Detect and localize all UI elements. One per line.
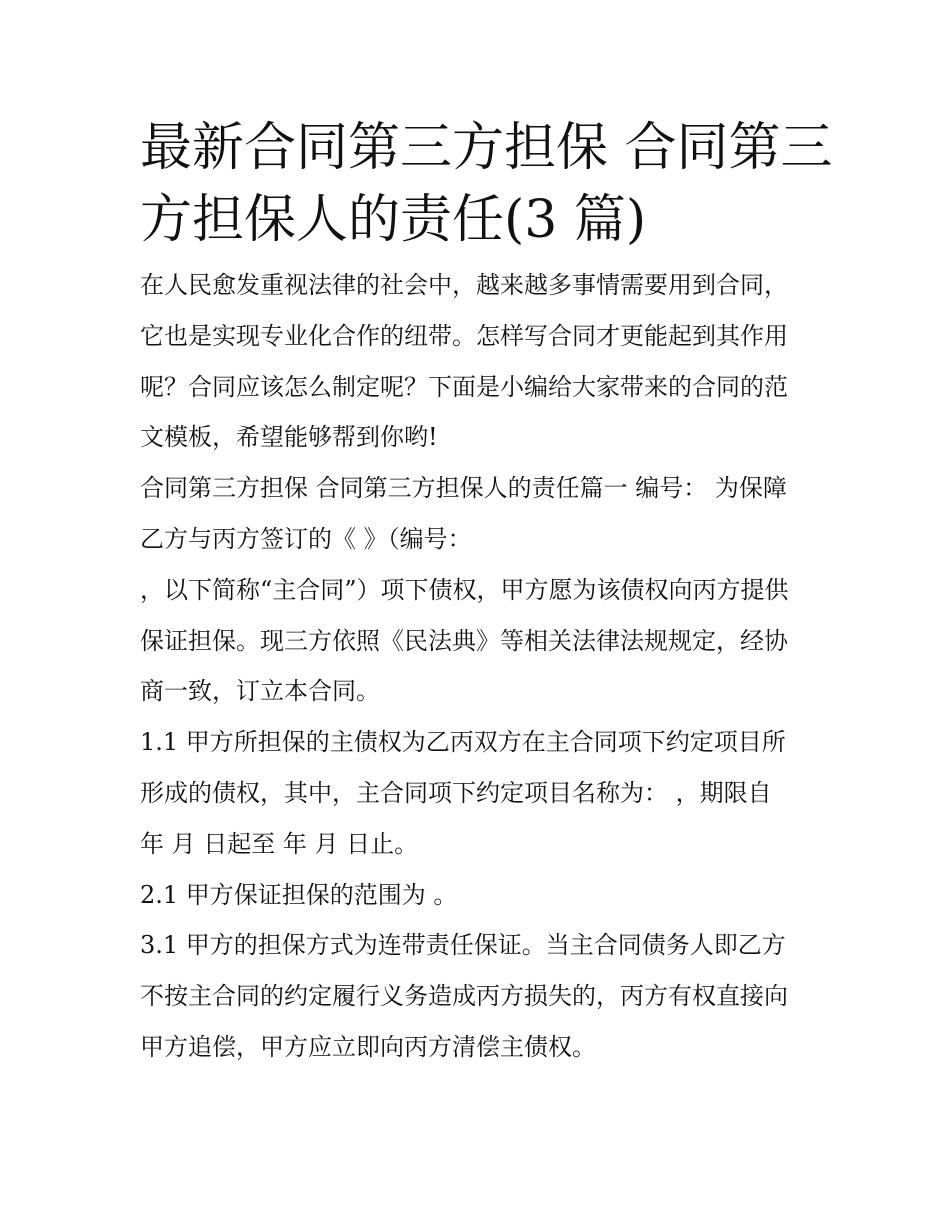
document-page [140,112,833,1073]
paragraph-line: 形成的债权，其中，主合同项下约定项目名称为： ，期限自 [140,778,772,807]
paragraph-line: 它也是实现专业化合作的纽带。怎样写合同才更能起到其作用 [140,321,788,350]
paragraph-intro [140,260,820,463]
title-line-2: 方担保人的责任(3 篇) [140,190,647,250]
clause-1-1 [140,717,820,869]
document-body [140,260,820,1073]
title-line-1: 最新合同第三方担保 合同第三 [140,118,833,178]
paragraph-line: 商一致，订立本合同。 [140,677,380,706]
paragraph-line: 2.1 甲方保证担保的范围为 。 [140,880,458,909]
clause-2-1 [140,870,820,921]
paragraph-guarantee-purpose [140,565,820,717]
paragraph-line: 不按主合同的约定履行义务造成丙方损失的，丙方有权直接向 [140,982,788,1011]
clause-3-1 [140,920,820,1072]
paragraph-line: 在人民愈发重视法律的社会中，越来越多事情需要用到合同， [140,271,788,299]
paragraph-line: 年 月 日起至 年 月 日止。 [140,829,419,858]
paragraph-line: 文模板，希望能够帮到你哟! [140,423,438,452]
paragraph-line: ，以下简称“主合同”）项下债权，甲方愿为该债权向丙方提供 [140,575,789,604]
paragraph-line: 3.1 甲方的担保方式为连带责任保证。当主合同债务人即乙方 [140,931,786,960]
paragraph-line: 保证担保。现三方依照《民法典》等相关法律法规规定，经协 [140,626,788,655]
paragraph-heading-part-one [140,463,820,565]
paragraph-line: 呢？合同应该怎么制定呢？下面是小编给大家带来的合同的范 [140,372,788,401]
paragraph-line: 甲方追偿，甲方应立即向丙方清偿主债权。 [140,1032,596,1061]
paragraph-line: 乙方与丙方签订的《 》（编号： [140,524,472,553]
paragraph-line: 1.1 甲方所担保的主债权为乙丙双方在主合同项下约定项目所 [140,728,786,757]
paragraph-line: 合同第三方担保 合同第三方担保人的责任篇一 编号： 为保障 [140,474,787,503]
document-title [140,112,833,256]
